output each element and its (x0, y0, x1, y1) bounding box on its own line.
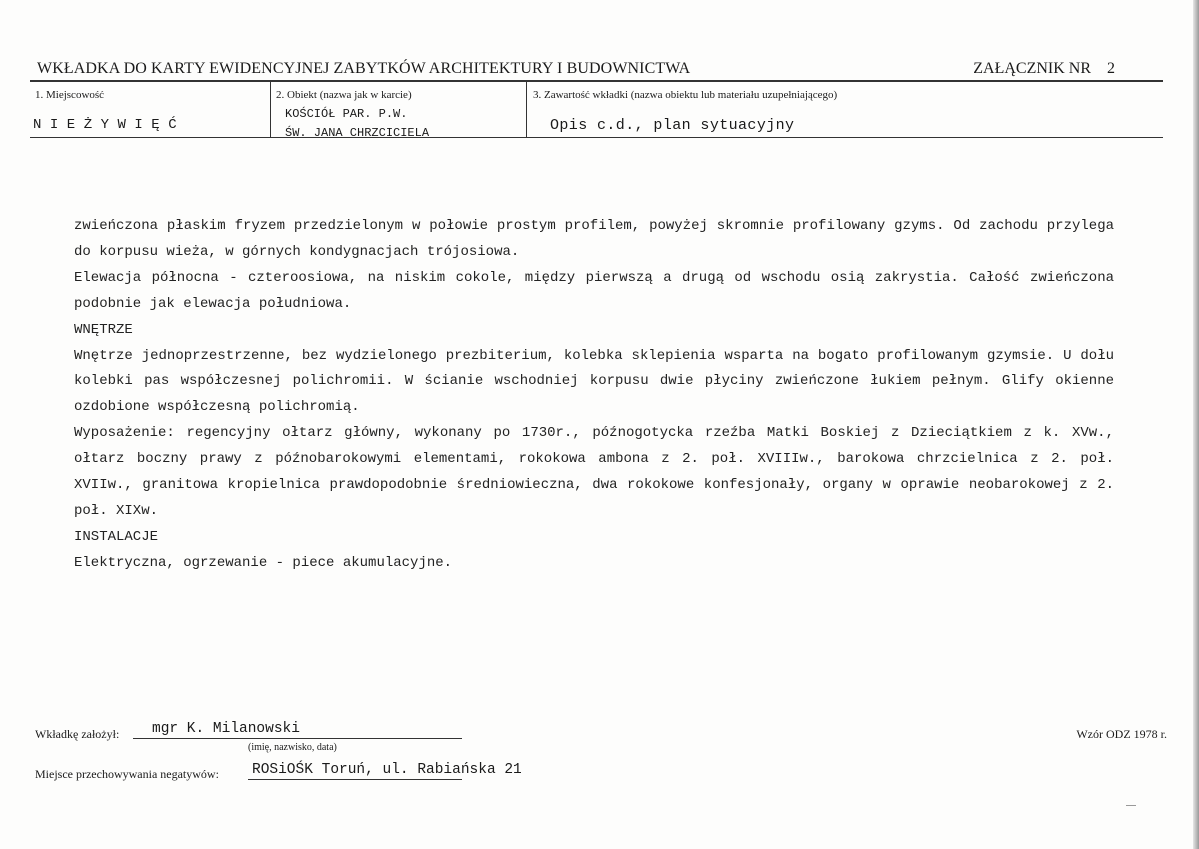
object-label: 2. Obiekt (nazwa jak w karcie) (276, 89, 412, 101)
paragraph-south-elevation: zwieńczona płaskim fryzem przedzielonym w połowie prostym profilem, powyżej skromnie profilowany gzyms. Od zachodu przylega do korpusu wieża, w górnych kondygnacjach trójosiowa. (74, 218, 1114, 260)
author-underline (133, 738, 462, 739)
author-value: mgr K. Milanowski (152, 721, 300, 737)
place-value: NIEŻYWIĘĆ (33, 117, 186, 133)
heading-interior: WNĘTRZE (74, 321, 133, 338)
annex-label-text: ZAŁĄCZNIK NR (973, 60, 1091, 77)
paragraph-installations: Elektryczna, ogrzewanie - piece akumulacyjne. (74, 554, 453, 571)
header-bottom-rule (30, 137, 1163, 138)
form-title: WKŁADKA DO KARTY EWIDENCYJNEJ ZABYTKÓW ARCHITEKTURY I BUDOWNICTWA (37, 60, 691, 77)
content-label: 3. Zawartość wkładki (nazwa obiektu lub materiału uzupełniającego) (533, 89, 838, 101)
field-divider-2 (526, 82, 527, 137)
storage-label: Miejsce przechowywania negatywów: (35, 767, 219, 781)
content-value: Opis c.d., plan sytuacyjny (550, 117, 795, 134)
margin-mark (1126, 805, 1136, 806)
author-label: Wkładkę założył: (35, 727, 120, 741)
description-body (74, 214, 1114, 577)
storage-value: ROSiOŚK Toruń, ul. Rabiańska 21 (252, 762, 522, 778)
place-label: 1. Miejscowość (35, 89, 105, 101)
paragraph-interior: Wnętrze jednoprzestrzenne, bez wydzielonego prezbiterium, kolebka sklepienia wsparta na bogato profilowanym gzymsie. U dołu kolebki pas współczesnej polichromii. W ścianie wschodniej korpusu dwie płyciny zwieńczone łukiem pełnym. Glify okienne ozdobione współczesną polichromią. (74, 347, 1114, 416)
object-value-line1: KOŚCIÓŁ PAR. P.W. (285, 107, 408, 121)
annex-label (973, 60, 1115, 78)
paragraph-north-elevation: Elewacja północna - czteroosiowa, na niskim cokole, między pierwszą a drugą od wschodu osią zakrystia. Całość zwieńczona podobnie jak elewacja południowa. (74, 269, 1114, 312)
form-version: Wzór ODZ 1978 r. (1076, 727, 1167, 741)
header-top-rule (30, 80, 1163, 82)
page-edge-shadow (1193, 0, 1199, 849)
field-divider-1 (270, 82, 271, 137)
object-value-line2: ŚW. JANA CHRZCICIELA (285, 126, 430, 140)
paragraph-furnishings: Wyposażenie: regencyjny ołtarz główny, wykonany po 1730r., późnogotycka rzeźba Matki Boskiej z Dzieciątkiem z k. XVw., ołtarz boczny prawy z późnobarokowymi elementami, rokokowa ambona z 2. poł. XVIIIw., barokowa chrzcielnica z 2. poł. XVIIw., granitowa kropielnica prawdopodobnie średniowieczna, dwa rokokowe konfesjonały, organy w oprawie neobarokowej z 2. poł. XIXw. (74, 425, 1114, 519)
author-hint: (imię, nazwisko, data) (248, 742, 337, 753)
storage-underline (248, 779, 462, 780)
heading-installations: INSTALACJE (74, 528, 159, 545)
annex-number: 2 (1107, 60, 1115, 77)
